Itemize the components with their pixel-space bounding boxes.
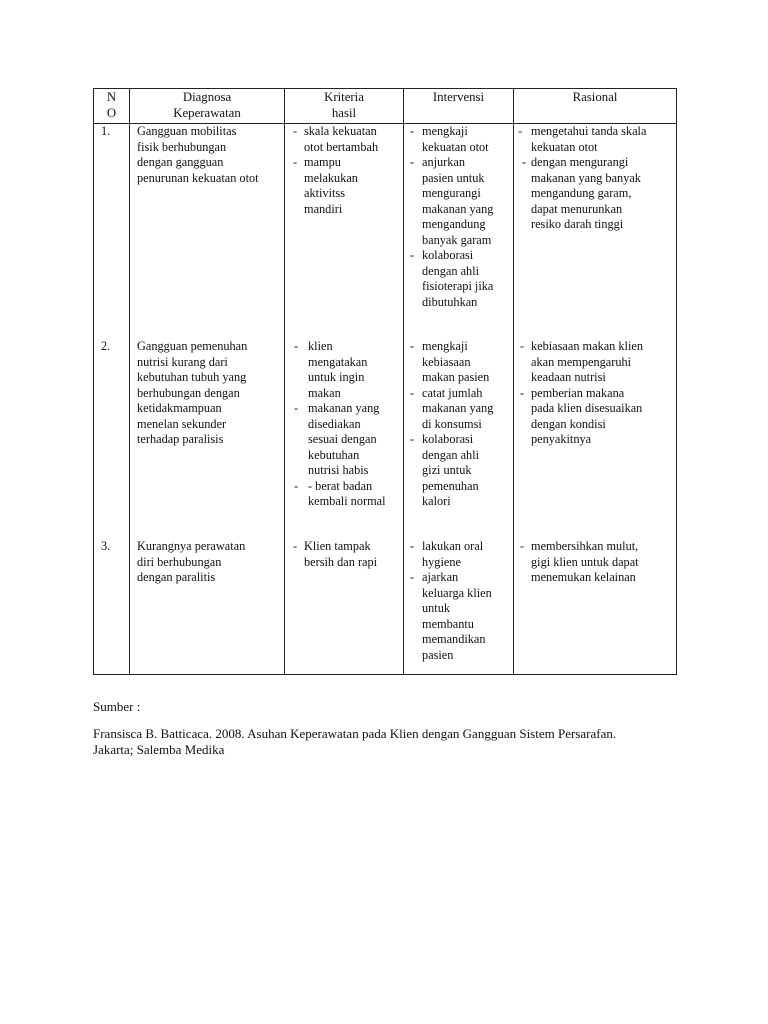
diagnosa-cell xyxy=(130,539,285,675)
intervensi-cell xyxy=(404,539,514,675)
table-row xyxy=(94,124,677,340)
table-header-row xyxy=(94,89,677,124)
rasional-item: - pemberian makana pada klien disesuaikan dengan kondisi penyakitnya xyxy=(520,385,643,446)
kriteria-cell xyxy=(285,539,404,675)
rasional-item: - dengan mengurangi makanan yang banyak mengandung garam, dapat menurunkan resiko darah tinggi xyxy=(522,155,641,231)
header-intervensi: Intervensi xyxy=(404,89,514,124)
intervensi-item: - lakukan oral hygiene xyxy=(410,539,484,569)
nursing-care-plan-table xyxy=(93,88,677,675)
kriteria-cell xyxy=(285,339,404,539)
intervensi-cell xyxy=(404,339,514,539)
rasional-cell xyxy=(514,539,677,675)
rasional-cell xyxy=(514,124,677,340)
kriteria-item: - - berat badan kembali normal xyxy=(294,478,386,508)
rasional-cell xyxy=(514,339,677,539)
diagnosa-cell xyxy=(130,339,285,539)
kriteria-item: - mampu melakukan aktivitss mandiri xyxy=(293,155,358,216)
intervensi-item: - kolaborasi dengan ahli fisioterapi jika dibutuhkan xyxy=(410,248,494,309)
intervensi-item: - kolaborasi dengan ahli gizi untuk pemenuhan kalori xyxy=(410,432,480,508)
table-row xyxy=(94,539,677,675)
kriteria-item: - skala kekuatan otot bertambah xyxy=(293,124,379,154)
diagnosa-text: Gangguan pemenuhan nutrisi kurang dari kebutuhan tubuh yang berhubungan dengan ketidakmampuan menelan sekunder terhadap paralisis xyxy=(137,339,248,446)
intervensi-item: - anjurkan pasien untuk mengurangi makanan yang mengandung banyak garam xyxy=(410,155,494,247)
intervensi-item: - mengkaji kebiasaan makan pasien xyxy=(410,339,490,384)
row-number: 1. xyxy=(94,124,130,340)
header-kriteria-hasil: Kriteria hasil xyxy=(285,89,404,124)
diagnosa-text: Kurangnya perawatan diri berhubungan dengan paralitis xyxy=(137,539,246,584)
source-label: Sumber : xyxy=(93,699,141,714)
intervensi-item: - mengkaji kekuatan otot xyxy=(410,124,489,154)
header-no: N O xyxy=(94,89,130,124)
kriteria-item: - Klien tampak bersih dan rapi xyxy=(293,539,378,569)
intervensi-item: - ajarkan keluarga klien untuk membantu memandikan pasien xyxy=(410,570,492,662)
kriteria-item: - klien mengatakan untuk ingin makan xyxy=(294,339,368,400)
intervensi-cell xyxy=(404,124,514,340)
rasional-item: - membersihkan mulut, gigi klien untuk dapat menemukan kelainan xyxy=(520,539,639,584)
source-citation: Fransisca B. Batticaca. 2008. Asuhan Keperawatan pada Klien dengan Gangguan Sistem Persarafan. Jakarta; Salemba Medika xyxy=(93,726,617,757)
rasional-item: - kebiasaan makan klien akan mempengaruhi keadaan nutrisi xyxy=(520,339,643,384)
header-rasional: Rasional xyxy=(514,89,677,124)
diagnosa-text: Gangguan mobilitas fisik berhubungan dengan gangguan penurunan kekuatan otot xyxy=(137,124,259,185)
kriteria-item: - makanan yang disediakan sesuai dengan kebutuhan nutrisi habis xyxy=(294,401,380,477)
rasional-item: - mengetahui tanda skala kekuatan otot xyxy=(518,124,647,154)
diagnosa-cell xyxy=(130,124,285,340)
kriteria-cell xyxy=(285,124,404,340)
intervensi-item: - catat jumlah makanan yang di konsumsi xyxy=(410,385,494,431)
row-number: 2. xyxy=(94,339,130,539)
header-diagnosa: Diagnosa Keperawatan xyxy=(130,89,285,124)
table-row xyxy=(94,339,677,539)
row-number: 3. xyxy=(94,539,130,675)
